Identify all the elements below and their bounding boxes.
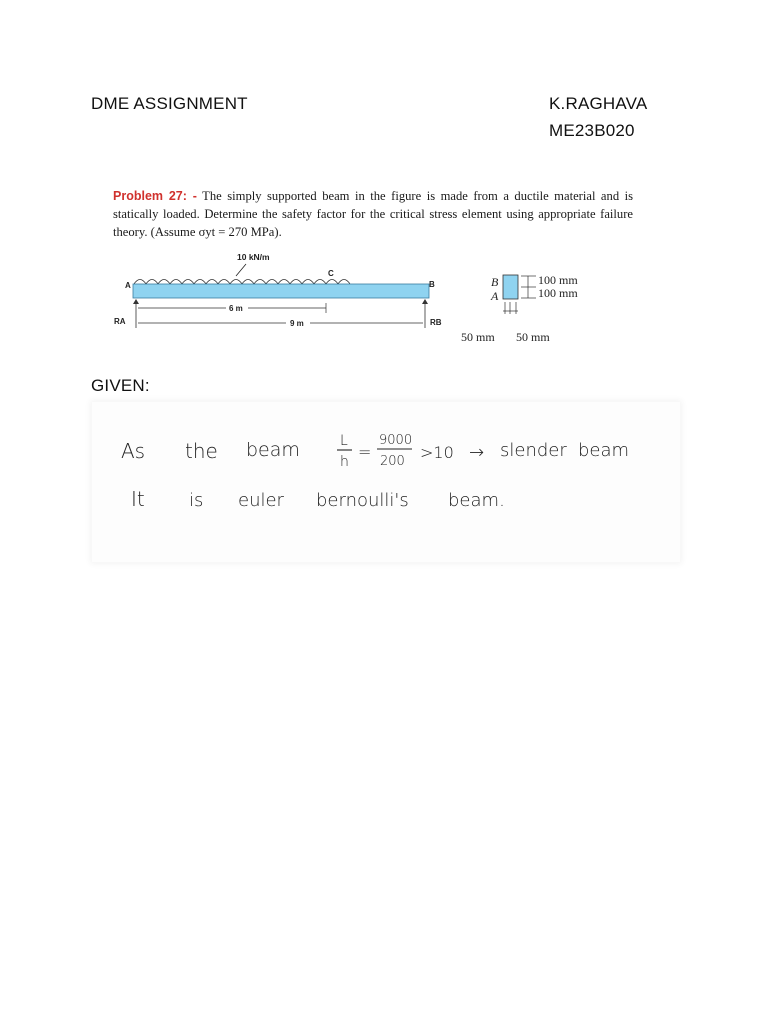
hw-compare: >10 xyxy=(420,443,454,462)
section-a-label: A xyxy=(491,289,499,303)
hw-fraction-200: 200 xyxy=(380,454,405,469)
point-b-label: B xyxy=(429,280,435,289)
section-dim-top: 100 mm xyxy=(538,273,578,287)
load-label: 10 kN/m xyxy=(237,252,270,262)
document-title: DME ASSIGNMENT xyxy=(91,94,248,113)
hw-word-euler: euler xyxy=(238,490,284,511)
hw-fraction-h: h xyxy=(340,454,349,470)
section-b-label: B xyxy=(491,275,499,289)
hw-word-beam-3: beam. xyxy=(448,490,505,511)
roll-number: ME23B020 xyxy=(549,121,635,140)
hw-equals: = xyxy=(358,442,372,461)
given-heading: GIVEN: xyxy=(91,376,150,395)
handwriting-canvas xyxy=(92,402,680,562)
hw-word-it: It xyxy=(131,487,145,511)
reaction-a-head xyxy=(133,299,139,304)
hw-word-bernoulli: bernoulli's xyxy=(316,490,409,511)
hw-word-beam-2: beam xyxy=(578,440,630,461)
hw-fraction-9000: 9000 xyxy=(379,433,413,448)
hw-word-beam: beam xyxy=(246,439,300,461)
hw-word-the: the xyxy=(185,439,218,463)
hw-word-slender: slender xyxy=(500,440,567,461)
reaction-b-head xyxy=(422,299,428,304)
dimension-6m-label: 6 m xyxy=(229,304,243,313)
load-pointer xyxy=(236,264,246,276)
dimension-9m-label: 9 m xyxy=(290,319,304,328)
beam-figure xyxy=(96,172,656,362)
section-dim-bottom: 100 mm xyxy=(538,286,578,300)
beam xyxy=(133,284,429,298)
problem-image xyxy=(96,172,656,362)
section-width-right: 50 mm xyxy=(516,330,550,344)
problem-label: Problem 27: - xyxy=(113,189,197,203)
problem-text: The simply supported beam in the figure is made from a ductile material and is statically loaded. Determine the safety factor for the critical stress element using appropriate failure theory. (Assume σyt = 270 MPa). xyxy=(113,189,634,239)
point-c-label: C xyxy=(328,269,334,278)
point-a-label: A xyxy=(125,281,131,290)
handwritten-notes xyxy=(92,402,680,562)
hw-word-as: As xyxy=(121,439,146,463)
author-name: K.RAGHAVA xyxy=(549,94,648,113)
hw-fraction-l: L xyxy=(340,433,348,449)
hw-arrow: → xyxy=(469,442,485,463)
section-rectangle xyxy=(503,275,518,299)
section-width-left: 50 mm xyxy=(461,330,495,344)
reaction-a-label: RA xyxy=(114,317,126,326)
udl-load xyxy=(134,280,350,285)
hw-word-is: is xyxy=(189,490,204,511)
reaction-b-label: RB xyxy=(430,318,442,327)
